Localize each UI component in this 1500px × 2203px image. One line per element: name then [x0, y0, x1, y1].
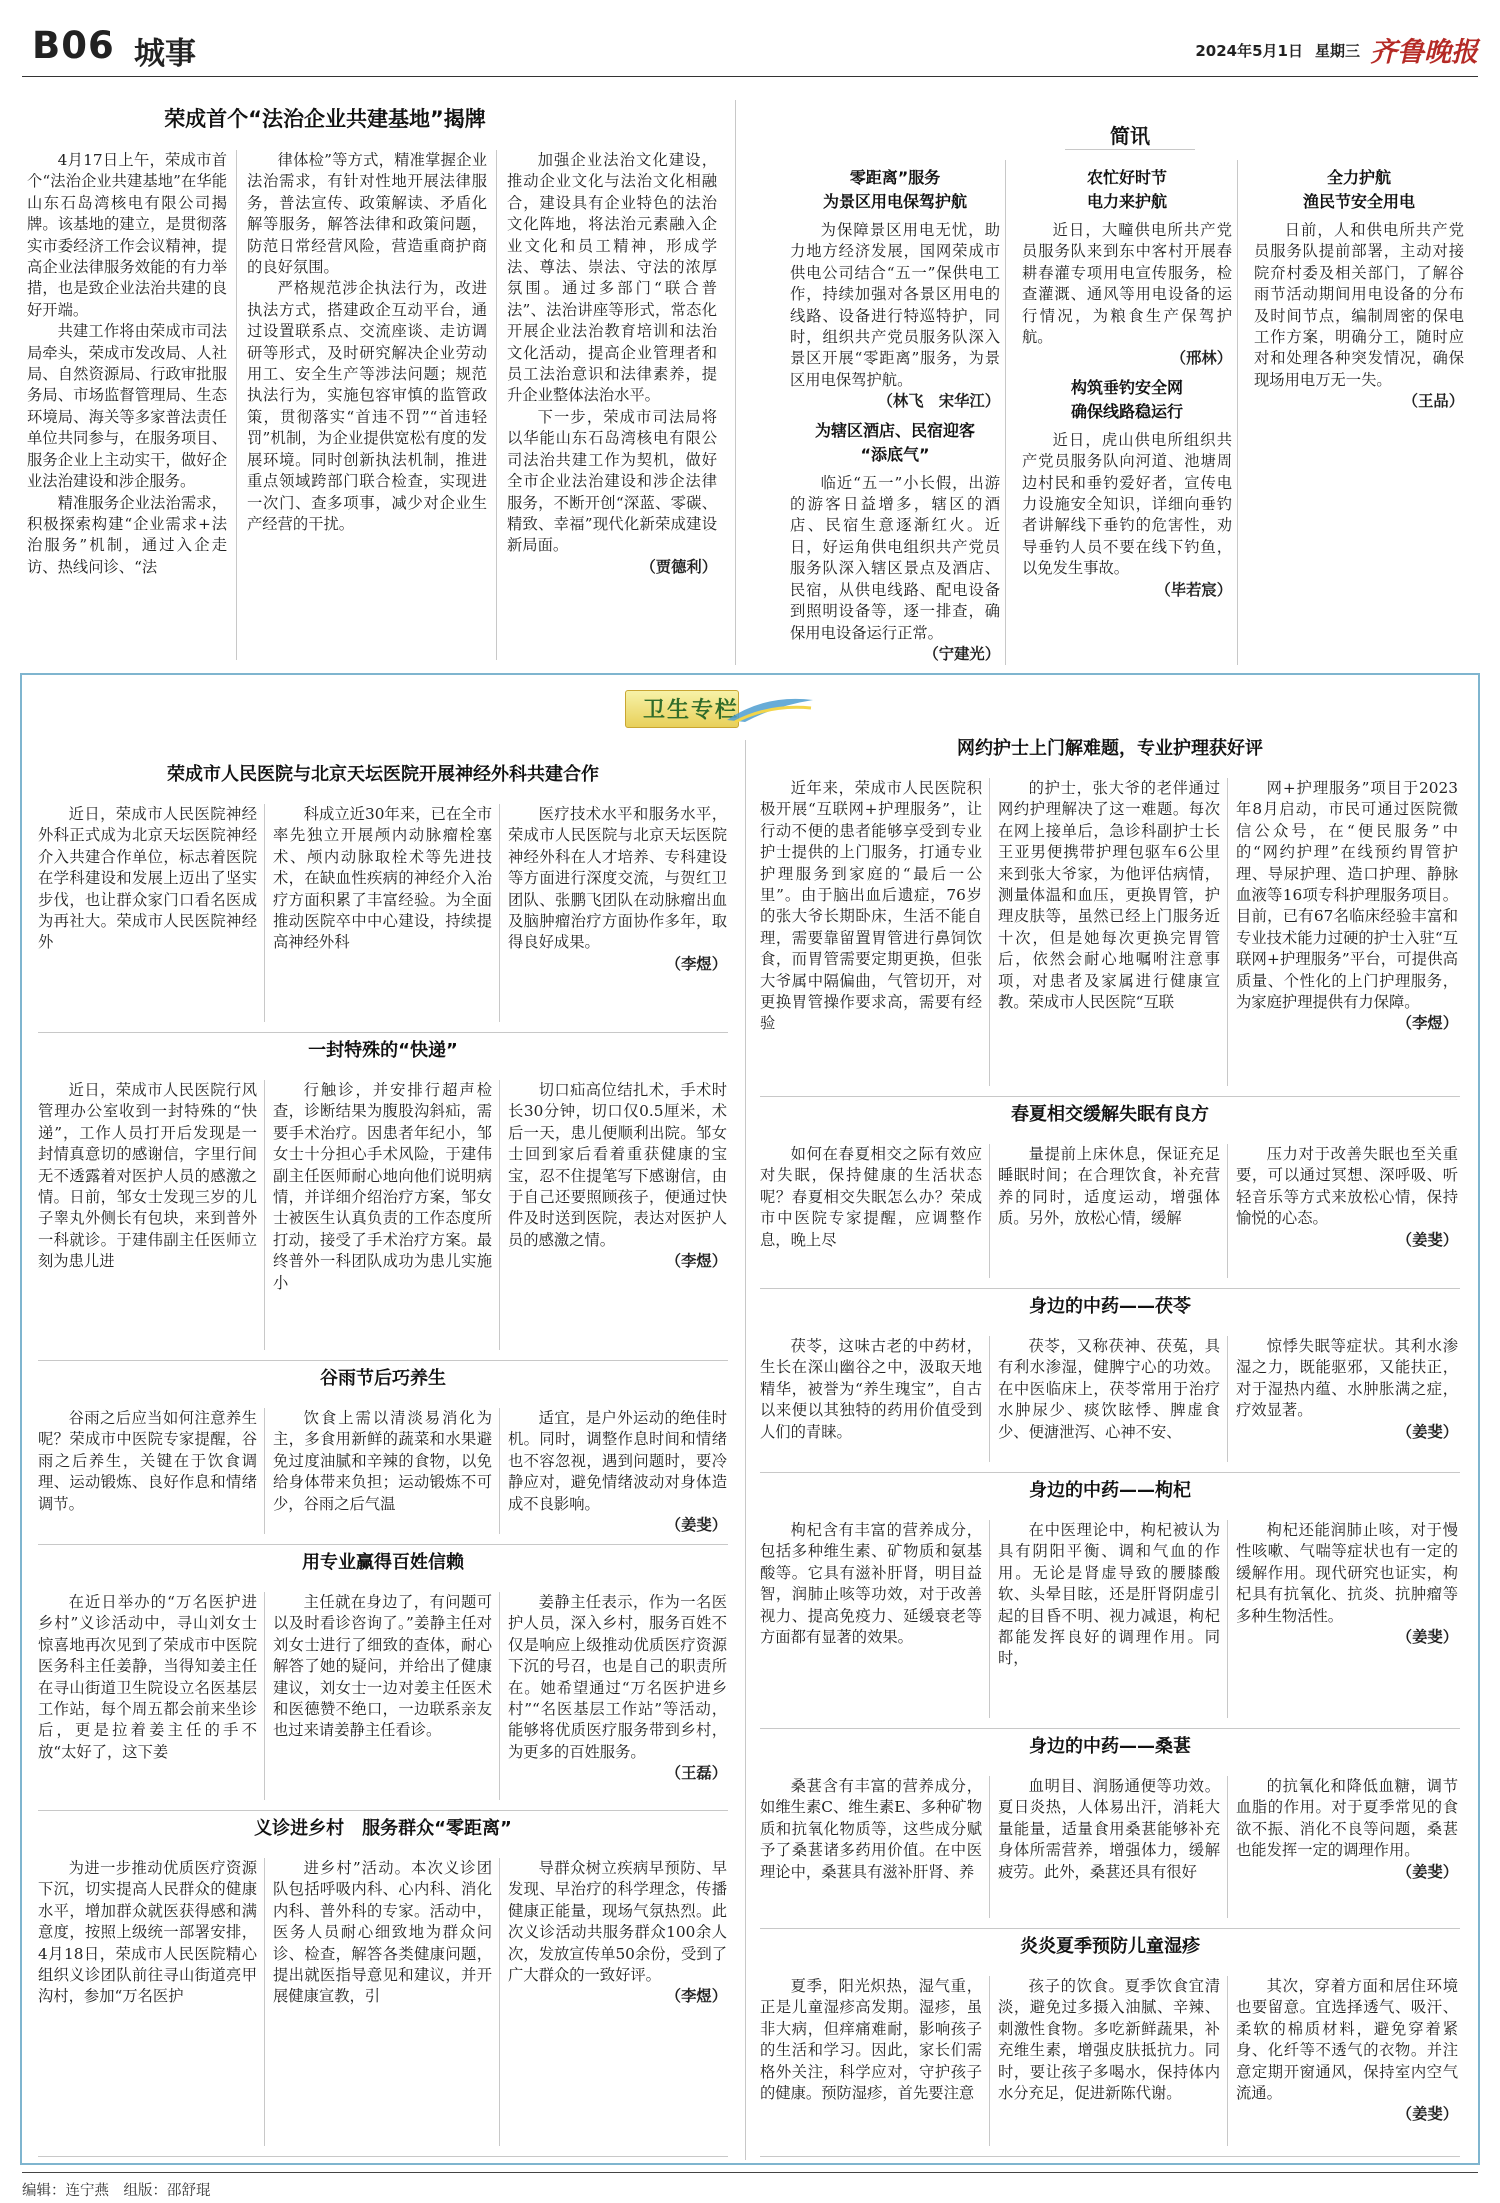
brief-headline-line: 构筑垂钓安全网 — [1070, 377, 1183, 397]
paragraph: 夏季，阳光炽热，湿气重，正是儿童湿疹高发期。湿疹，虽非大病，但痒痛难耐，影响孩子的生活和学习。因此，家长们需格外关注，科学应对，守护孩子的健康。预防湿疹，首先要注意 — [760, 1977, 982, 2103]
brief-headline — [1022, 376, 1232, 424]
article-headline: 荣成市人民医院与北京天坛医院开展神经外科共建合作 — [167, 764, 599, 785]
paragraph: 4月17日上午，荣成市首个“法治企业共建基地”在华能山东石岛湾核电有限公司揭牌。该基地的建立，是贯彻落实市委经济工作会议精神，提高企业法律服务效能的有力举措，也是致企业法治共建的良好开端。 — [27, 151, 227, 319]
paragraph: 近日，虎山供电所组织共产党员服务队向河道、池塘周边村民和垂钓爱好者，宣传电力设施安全知识，详细向垂钓者讲解线下垂钓的危害性，劝导垂钓人员不要在线下钓鱼，以免发生事故。 — [1022, 430, 1232, 578]
article-column — [998, 778, 1220, 1090]
column-divider — [989, 1144, 990, 1278]
column-divider — [499, 1592, 500, 1800]
article-b2 — [760, 1100, 1460, 1286]
article-separator — [760, 1728, 1460, 1729]
byline: （姜斐） — [1396, 1862, 1458, 1881]
brief-body — [790, 473, 1000, 665]
column-divider — [236, 150, 237, 660]
byline: （姜斐） — [665, 1516, 727, 1535]
article-column — [760, 1144, 982, 1282]
masthead — [22, 22, 1478, 72]
paragraph: 医疗技术水平和服务水平，荣成市人民医院与北京天坛医院神经外科在人才培养、专科建设等方面进行深度交流，与贺红卫团队、张鹏飞团队在动脉瘤出血及脑肿瘤治疗方面协作多年，取得良好成果。 — [508, 805, 727, 952]
paragraph: 桑葚含有丰富的营养成分，如维生素C、维生素E、多种矿物质和抗氧化物质等，这些成分赋予了桑葚诸多药用价值。在中医理论中，桑葚具有滋补肝肾、养 — [760, 1777, 982, 1881]
article-separator — [38, 1360, 728, 1361]
article-column — [1236, 1144, 1458, 1282]
paragraph: 精准服务企业法治需求，积极探索构建“企业需求+法治服务”机制，通过入企走访、热线问诊、“法 — [27, 493, 227, 576]
byline: （林飞 宋华江） — [877, 392, 1000, 411]
top-article-col-2 — [247, 150, 487, 660]
byline: （邢林） — [1170, 349, 1232, 368]
article-a5 — [38, 1814, 728, 2154]
paragraph: 血明目、润肠通便等功效。夏日炎热，人体易出汗，消耗大量能量，适量食用桑葚能够补充身体所需营养，增强体力，缓解疲劳。此外，桑葚还具有很好 — [998, 1777, 1220, 1881]
article-column — [760, 778, 982, 1090]
column-divider — [989, 778, 990, 1086]
paragraph: 孩子的饮食。夏季饮食宜清淡，避免过多摄入油腻、辛辣、刺激性食物。多吃新鲜蔬果，补充维生素，增强皮肤抵抗力。同时，要让孩子多喝水，保持体内水分充足，促进新陈代谢。 — [998, 1977, 1220, 2103]
article-separator — [38, 1032, 728, 1033]
byline: （姜斐） — [1396, 1230, 1458, 1249]
paragraph: 的抗氧化和降低血糖，调节血脂的作用。对于夏季常见的食欲不振、消化不良等问题，桑葚也能发挥一定的调理作用。 — [1236, 1777, 1458, 1860]
article-headline: 用专业赢得百姓信赖 — [302, 1552, 464, 1573]
column-divider — [989, 1520, 990, 1718]
byline: （李煜） — [665, 954, 727, 973]
column-divider — [1237, 160, 1238, 665]
article-b4 — [760, 1476, 1460, 1726]
article-column — [273, 1592, 492, 1804]
article-column — [1236, 1520, 1458, 1722]
paragraph: 近日，荣成市人民医院神经外科正式成为北京天坛医院神经介入共建合作单位，标志着医院在学科建设和发展上迈出了坚实步伐，也让群众家门口看名医成为再社大。荣成市人民医院神经外 — [38, 805, 257, 952]
article-separator — [760, 1288, 1460, 1289]
paragraph: 主任就在身边了，有问题可以及时看诊咨询了。”姜静主任对刘女士进行了细致的查体，耐心解答了她的疑问，并给出了健康建议，刘女士一边对姜主任医术和医德赞不绝口，一边联系亲友也过来请姜静主任看诊。 — [273, 1593, 492, 1740]
article-headline: 炎炎夏季预防儿童湿疹 — [1020, 1936, 1200, 1957]
article-column — [508, 1858, 727, 2150]
issue-weekday: 星期三 — [1314, 42, 1360, 60]
article-column — [273, 804, 492, 1026]
paragraph: 日前，人和供电所共产党员服务队提前部署，主动对接院夼村委及相关部门，了解谷雨节活动期间用电设备的分布及时间节点，编制周密的保电工作方案，明确分工，随时应对和处理各种突发情况，确保现场用电万无一失。 — [1254, 221, 1464, 389]
article-column — [508, 1592, 727, 1804]
health-column-banner — [625, 686, 815, 732]
brief-headline-line: 为景区用电保驾护航 — [822, 192, 967, 211]
brief-headline-line: 零距离”服务 — [849, 168, 941, 187]
byline: （姜斐） — [1396, 1628, 1458, 1647]
paragraph: 切口疝高位结扎术，手术时长30分钟，切口仅0.5厘米，术后一天，患儿便顺利出院。邹女士回到家后看着重获健康的宝宝，忍不住提笔写下感谢信，由于自己还要照顾孩子，便通过快件及时送到医院，表达对医护人员的感激之情。 — [508, 1081, 727, 1249]
paragraph: 近年来，荣成市人民医院积极开展“互联网+护理服务”，让行动不便的患者能够享受到专业护士提供的上门服务，打通专业护理服务到家庭的“最后一公里”。由于脑出血后遗症，76岁的张大爷长期卧床，生活不能自理，需要靠留置胃管进行鼻饲饮食，而胃管需要定期更换，但张大爷属中隔偏曲，气管切开，对更换胃管操作要求高，需要有经验 — [760, 779, 982, 1033]
brief-body — [1022, 430, 1232, 601]
page-code: B06 — [32, 24, 115, 67]
byline: （王磊） — [665, 1764, 727, 1783]
banner-text: 卫生专栏 — [643, 698, 740, 723]
column-divider — [1227, 1336, 1228, 1462]
article-column — [998, 1336, 1220, 1466]
byline: （李煜） — [665, 1987, 727, 2006]
paragraph: 枸杞含有丰富的营养成分，包括多种维生素、矿物质和氨基酸等。它具有滋补肝肾，明目益智，润肺止咳等功效，对于改善视力、提高免疫力、延缓衰老等方面都有显著的效果。 — [760, 1521, 982, 1647]
article-column — [998, 1976, 1220, 2150]
column-divider — [264, 1080, 265, 1350]
paragraph: 网+护理服务”项目于2023年8月启动，市民可通过医院微信公众号，在“便民服务”中的“网约护理”在线预约胃管护理、导尿护理、造口护理、静脉血液等16项专科护理服务项目。目前，已有67名临床经验丰富和专业技术能力过硬的护士入驻“互联网+护理服务”平台，可提供高质量、个性化的上门护理服务，为家庭护理提供有力保障。 — [1236, 779, 1458, 1012]
article-column — [998, 1520, 1220, 1722]
byline: （李煜） — [665, 1252, 727, 1271]
article-separator — [38, 1544, 728, 1545]
column-divider — [496, 150, 497, 660]
article-column — [273, 1408, 492, 1538]
article-column — [998, 1144, 1220, 1282]
article-column — [998, 1776, 1220, 1922]
paragraph: 行触诊，并安排行超声检查，诊断结果为腹股沟斜疝，需要手术治疗。因患者年纪小，邹女士十分担心手术风险，于建伟副主任医师耐心地向他们说明病情，并详细介绍治疗方案，邹女士被医生认真负责的工作态度所打动，接受了手术治疗方案。最终普外一科团队成功为患儿实施小 — [273, 1081, 492, 1292]
article-separator — [760, 1472, 1460, 1473]
paragraph: 近日，大疃供电所共产党员服务队来到东中客村开展春耕春灌专项用电宣传服务，检查灌溉、通风等用电设备的运行情况，为粮食生产保驾护航。 — [1022, 221, 1232, 347]
paragraph: 科成立近30年来，已在全市率先独立开展颅内动脉瘤栓塞术、颅内动脉取栓术等先进技术，在缺血性疾病的神经介入治疗方面积累了丰富经验。为全面推动医院卒中中心建设，持续提高神经外科 — [273, 805, 492, 952]
article-column — [273, 1080, 492, 1354]
byline: （毕若宸） — [1155, 580, 1232, 599]
paragraph: 在近日举办的“万名医护进乡村”义诊活动中，寻山刘女士惊喜地再次见到了荣成市中医院医务科主任姜静，当得知姜主任在寻山街道卫生院设立名医基层工作站，每个周五都会前来坐诊后，更是拉着姜主任的手不放“太好了，这下姜 — [38, 1593, 257, 1761]
brief-body — [1022, 220, 1232, 370]
article-separator — [760, 1096, 1460, 1097]
paragraph: 为保障景区用电无忧，助力地方经济发展，国网荣成市供电公司结合“五一”保供电工作，持续加强对各景区用电的线路、设备进行特巡特护，同时，组织共产党员服务队深入景区开展“零距离”服务，为景区用电保驾护航。 — [790, 221, 1000, 389]
newspaper-logo: 齐鲁晚报 — [1370, 37, 1478, 68]
paragraph: 严格规范涉企执法行为，改进执法方式，搭建政企互动平台，通过设置联系点、交流座谈、走访调研等形式，及时研究解决企业劳动用工、安全生产等涉法问题；规范执法行为，实施包容审慎的监管政策，贯彻落实“首违不罚”“首违轻罚”机制，为企业提供宽松有度的发展环境。同时创新执法机制，推进重点领域跨部门联合检查，实现进一次门、查多项事，减少对企业生产经营的干扰。 — [247, 279, 487, 533]
article-a2 — [38, 1036, 728, 1358]
paragraph: 下一步，荣成市司法局将以华能山东石岛湾核电有限公司法治共建工作为契机，做好全市企业法治建设和涉企法律服务，不断开创“深蓝、零碳、精致、幸福”现代化新荣成建设新局面。 — [507, 407, 717, 555]
byline: （贾德利） — [640, 557, 717, 576]
article-b3 — [760, 1292, 1460, 1470]
paragraph: 加强企业法治文化建设，推动企业文化与法治文化相融合，建设具有企业特色的法治文化阵地，将法治元素融入企业文化和员工精神，形成学法、尊法、崇法、守法的浓厚氛围。通过多部门“联合普法”、法治讲座等形式，常态化开展企业法治教育培训和法治文化活动，提高企业管理者和员工法治意识和法律素养，提升企业整体法治水平。 — [507, 151, 717, 405]
article-column — [760, 1520, 982, 1722]
article-column — [38, 804, 257, 1026]
column-divider — [264, 1408, 265, 1534]
article-separator — [38, 2156, 728, 2157]
brief-headline — [1022, 166, 1232, 214]
paragraph: 共建工作将由荣成市司法局牵头，荣成市发改局、人社局、自然资源局、行政审批服务局、市场监督管理局、生态环境局、海关等多家普法责任单位共同参与，在服务项目、服务企业上主动实干，做好企业法治建设和涉企服务。 — [27, 322, 227, 491]
brief-headline-line: 农忙好时节 — [1086, 168, 1167, 187]
briefs-title-rule — [1065, 149, 1195, 150]
paragraph: 临近“五一”小长假，出游的游客日益增多，辖区的酒店、民宿生意逐渐红火。近日，好运角供电组织共产党员服务队深入辖区景点及酒店、民宿，从供电线路、配电设备到照明设备等，逐一排查，确保用电设备运行正常。 — [790, 473, 1000, 642]
article-column — [760, 1776, 982, 1922]
top-article-headline: 荣成首个“法治企业共建基地”揭牌 — [164, 107, 486, 131]
paragraph: 谷雨之后应当如何注意养生呢？荣成市中医院专家提醒，谷雨之后养生，关键在于饮食调理、运动锻炼、良好作息和情绪调节。 — [38, 1409, 257, 1513]
paragraph: 枸杞还能润肺止咳，对于慢性咳嗽、气喘等症状也有一定的缓解作用。现代研究也证实，枸杞具有抗氧化、抗炎、抗肿瘤等多种生物活性。 — [1236, 1521, 1458, 1625]
section-name: 城事 — [134, 36, 196, 72]
column-divider — [989, 1976, 990, 2146]
brief-headline-line: 全力护航 — [1326, 168, 1391, 187]
paragraph: 的护士，张大爷的老伴通过网约护理解决了这一难题。每次在网上接单后，急诊科副护士长王亚男便携带护理包驱车6公里来到张大爷家，为他评估病情，测量体温和血压，更换胃管，护理皮肤等，虽然已经上门服务近十次，但是她每次更换完胃管后，依然会耐心地嘱咐注意事项，对患者及家属进行健康宣教。荣成市人民医院“互联 — [998, 779, 1220, 1012]
article-headline: 春夏相交缓解失眠有良方 — [1011, 1104, 1209, 1125]
article-b1 — [760, 734, 1460, 1094]
page-footer — [22, 2172, 1478, 2199]
byline: （王品） — [1402, 392, 1464, 411]
top-article-col-3 — [507, 150, 717, 660]
paragraph: 惊悸失眠等症状。其利水渗湿之力，既能驱邪，又能扶正，对于湿热内蕴、水肿胀满之症，疗效显著。 — [1236, 1337, 1458, 1420]
column-divider — [989, 1336, 990, 1462]
article-column — [1236, 1336, 1458, 1466]
column-divider — [264, 1858, 265, 2146]
paragraph: 如何在春夏相交之际有效应对失眠，保持健康的生活状态呢？春夏相交失眠怎么办？荣成市中医院专家提醒，应调整作息，晚上尽 — [760, 1145, 982, 1249]
article-a3 — [38, 1364, 728, 1542]
byline: （宁建光） — [923, 644, 1000, 663]
column-divider — [499, 1858, 500, 2146]
article-column — [38, 1080, 257, 1354]
briefs-list — [790, 160, 1480, 665]
brief-headline-line: 渔民节安全用电 — [1302, 192, 1415, 211]
article-headline: 身边的中药——茯苓 — [1029, 1296, 1191, 1317]
article-headline: 网约护士上门解难题，专业护理获好评 — [957, 738, 1263, 759]
brief-headline — [790, 166, 1000, 214]
article-b5 — [760, 1732, 1460, 1926]
article-a4 — [38, 1548, 728, 1808]
paragraph: 进乡村”活动。本次义诊团队包括呼吸内科、心内科、消化内科、普外科的专家。活动中，医务人员耐心细致地为群众问诊、检查，解答各类健康问题，提出就医指导意见和建议，并开展健康宣教，引 — [273, 1859, 492, 2006]
paragraph: 压力对于改善失眠也至关重要，可以通过冥想、深呼吸、听轻音乐等方式来放松心情，保持愉悦的心态。 — [1236, 1145, 1458, 1228]
column-divider — [499, 804, 500, 1022]
paragraph: 律体检”等方式，精准掌握企业法治需求，有针对性地开展法律服务，普法宣传、政策解读、矛盾化解等服务，解答法律和政策问题，防范日常经营风险，营造重商护商的良好氛围。 — [247, 151, 487, 277]
paragraph: 适宜，是户外运动的绝佳时机。同时，调整作息时间和情绪也不容忽视，遇到问题时，要冷静应对，避免情绪波动对身体造成不良影响。 — [508, 1409, 727, 1513]
briefs-column — [1022, 160, 1232, 665]
byline: （李煜） — [1396, 1014, 1458, 1033]
brief-body — [790, 220, 1000, 413]
column-divider — [1227, 1976, 1228, 2146]
paragraph: 量提前上床休息，保证充足睡眠时间；在合理饮食，补充营养的同时，适度运动，增强体质。另外，放松心情，缓解 — [998, 1145, 1220, 1228]
column-divider — [264, 1592, 265, 1800]
briefs-column — [1254, 160, 1464, 665]
column-divider — [1227, 778, 1228, 1086]
column-divider — [499, 1080, 500, 1350]
paragraph: 茯苓，这味古老的中药材，生长在深山幽谷之中，汲取天地精华，被誉为“养生瑰宝”，自古以来便以其独特的药用价值受到人们的青睐。 — [760, 1337, 982, 1441]
paragraph: 为进一步推动优质医疗资源下沉，切实提高人民群众的健康水平，增加群众就医获得感和满意度，按照上级统一部署安排，4月18日，荣成市人民医院精心组织义诊团队前往寻山街道亮甲沟村，参加“万名医护 — [38, 1859, 257, 2006]
paragraph: 近日，荣成市人民医院行风管理办公室收到一封特殊的“快递”，工作人员打开后发现是一封情真意切的感谢信，字里行间无不透露着对医护人员的感激之情。日前，邹女士发现三岁的儿子睾丸外侧长有包块，来到普外一科就诊。于建伟副主任医师立刻为患儿进 — [38, 1081, 257, 1271]
brief-headline — [1254, 166, 1464, 214]
article-column — [38, 1408, 257, 1538]
editor-credit: 编辑：连宁燕 组版：邵舒琨 — [22, 2183, 211, 2199]
article-headline: 谷雨节后巧养生 — [320, 1368, 446, 1389]
byline: （姜斐） — [1396, 1422, 1458, 1441]
column-divider — [499, 1408, 500, 1534]
paragraph: 茯苓，又称茯神、茯菟，具有利水渗湿，健脾宁心的功效。在中医临床上，茯苓常用于治疗水肿尿少、痰饮眩悸、脾虚食少、便溏泄泻、心神不安、 — [998, 1337, 1220, 1441]
paragraph: 其次，穿着方面和居住环境也要留意。宜选择透气、吸汗、柔软的棉质材料，避免穿着紧身、化纤等不透气的衣物。并注意定期开窗通风，保持室内空气流通。 — [1236, 1977, 1458, 2103]
paragraph: 饮食上需以清淡易消化为主，多食用新鲜的蔬菜和水果避免过度油腻和辛辣的食物，以免给身体带来负担；运动锻炼不可少，谷雨之后气温 — [273, 1409, 492, 1513]
article-column — [1236, 1976, 1458, 2150]
briefs-column — [790, 160, 1000, 665]
column-divider — [1005, 160, 1006, 665]
article-column — [508, 1408, 727, 1538]
column-divider — [1227, 1520, 1228, 1718]
brief-headline-line: 为辖区酒店、民宿迎客 — [814, 420, 975, 440]
article-headline: 身边的中药——枸杞 — [1029, 1480, 1191, 1501]
article-a1 — [38, 760, 728, 1030]
article-column — [508, 804, 727, 1026]
brief-headline-line: 电力来护航 — [1086, 192, 1167, 211]
paragraph: 在中医理论中，枸杞被认为具有阴阳平衡、调和气血的作用。无论是肾虚导致的腰膝酸软、头晕目眩，还是肝肾阴虚引起的目昏不明、视力减退，枸杞都能发挥良好的调理作用。同时， — [998, 1521, 1220, 1668]
paragraph: 姜静主任表示，作为一名医护人员，深入乡村，服务百姓不仅是响应上级推动优质医疗资源下沉的号召，也是自己的职责所在。她希望通过“万名医护进乡村”“名医基层工作站”等活动，能够将优质医疗服务带到乡村，为更多的百姓服务。 — [508, 1593, 727, 1761]
column-divider — [264, 804, 265, 1022]
article-column — [38, 1592, 257, 1804]
article-separator — [760, 2156, 1460, 2157]
article-separator — [38, 1810, 728, 1811]
article-column — [760, 1976, 982, 2150]
top-article-col-1 — [27, 150, 227, 660]
article-column — [760, 1336, 982, 1466]
paragraph: 导群众树立疾病早预防、早发现、早治疗的科学理念，传播健康正能量，现场气氛热烈。此次义诊活动共服务群众100余人次，发放宣传单50余份，受到了广大群众的一致好评。 — [508, 1859, 727, 1985]
masthead-rule — [22, 76, 1478, 77]
article-b6 — [760, 1932, 1460, 2154]
brief-headline-line: 确保线路稳运行 — [1070, 401, 1183, 421]
section-divider — [735, 100, 736, 665]
banner-swoosh-icon — [725, 692, 815, 726]
issue-date: 2024年5月1日 — [1195, 42, 1303, 60]
article-column — [508, 1080, 727, 1354]
briefs-title: 简讯 — [1110, 124, 1150, 148]
article-column — [38, 1858, 257, 2150]
article-column — [273, 1858, 492, 2150]
health-center-divider — [745, 740, 746, 2160]
article-headline: 义诊进乡村 服务群众“零距离” — [254, 1818, 512, 1839]
byline: （姜斐） — [1396, 2105, 1458, 2124]
article-separator — [760, 1928, 1460, 1929]
article-column — [1236, 778, 1458, 1090]
brief-headline — [790, 419, 1000, 467]
article-headline: 身边的中药——桑葚 — [1029, 1736, 1191, 1757]
column-divider — [989, 1776, 990, 1918]
column-divider — [1227, 1776, 1228, 1918]
brief-headline-line: “添底气” — [860, 444, 930, 464]
article-headline: 一封特殊的“快递” — [308, 1040, 458, 1061]
article-column — [1236, 1776, 1458, 1922]
column-divider — [1227, 1144, 1228, 1278]
brief-body — [1254, 220, 1464, 413]
